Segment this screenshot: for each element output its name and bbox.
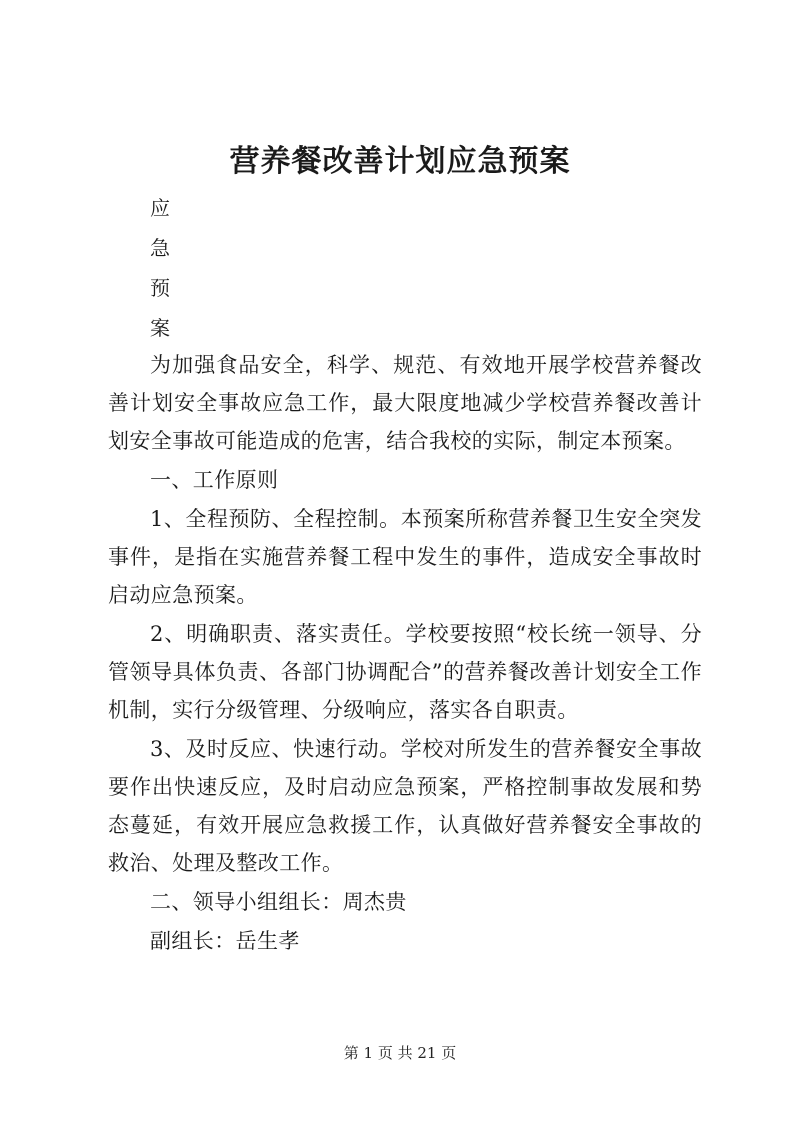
vertical-char: 急	[150, 236, 170, 260]
page-number: 第 1 页 共 21 页	[343, 1044, 457, 1062]
section-heading-leadership: 二、领导小组组长：周杰贵	[150, 890, 407, 914]
paragraph-principle-1: 1、全程预防、全程控制。本预案所称营养餐卫生安全突发事件，是指在实施营养餐工程中发生的事件，造成安全事故时启动应急预案。	[108, 507, 702, 607]
paragraph-principle-3: 3、及时反应、快速行动。学校对所发生的营养餐安全事故要作出快速反应，及时启动应急预案，严格控制事故发展和势态蔓延，有效开展应急救援工作，认真做好营养餐安全事故的救治、处理及整改工作。	[108, 737, 702, 875]
vertical-char: 案	[150, 316, 170, 340]
paragraph-principle-2: 2、明确职责、落实责任。学校要按照“校长统一领导、分管领导具体负责、各部门协调配合”的营养餐改善计划安全工作机制，实行分级管理、分级响应，落实各自职责。	[108, 622, 702, 722]
document-body	[108, 346, 702, 961]
paragraph-deputy-leader: 副组长：岳生孝	[150, 929, 300, 953]
page-title: 营养餐改善计划应急预案	[229, 144, 571, 179]
vertical-char: 预	[150, 276, 170, 300]
section-heading-principles: 一、工作原则	[150, 468, 279, 492]
paragraph-intro: 为加强食品安全，科学、规范、有效地开展学校营养餐改善计划安全事故应急工作，最大限度地减少学校营养餐改善计划安全事故可能造成的危害，结合我校的实际，制定本预案。	[108, 353, 702, 453]
vertical-char: 应	[150, 196, 170, 220]
